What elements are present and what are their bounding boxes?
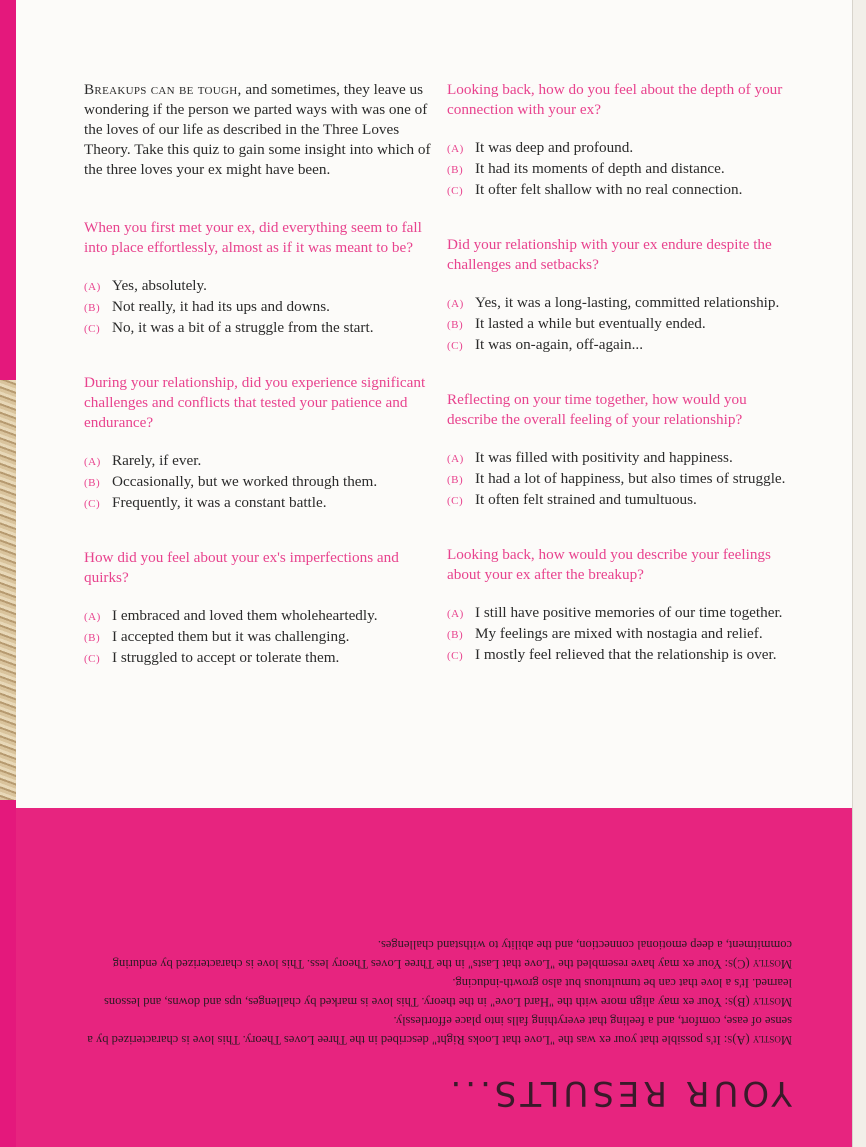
answer-option — [447, 490, 797, 511]
option-letter: (C) — [84, 323, 101, 335]
option-letter: (C) — [84, 498, 101, 510]
option-text: It lasted a while but eventually ended. — [475, 315, 706, 332]
quiz-question — [84, 373, 434, 514]
answer-option — [84, 297, 434, 318]
answer-option — [84, 606, 434, 627]
option-text: Frequently, it was a constant battle. — [112, 494, 327, 511]
option-letter: (B) — [447, 629, 464, 641]
background-texture — [0, 380, 16, 800]
quiz-question — [84, 548, 434, 669]
result-item — [72, 935, 792, 973]
option-text: I struggled to accept or tolerate them. — [112, 649, 340, 666]
answer-option — [84, 318, 434, 339]
option-letter: (A) — [84, 611, 101, 623]
result-item — [72, 973, 792, 1011]
option-text: Not really, it had its ups and downs. — [112, 298, 330, 315]
answer-option — [447, 314, 797, 335]
option-letter: (C) — [447, 495, 464, 507]
option-letter: (C) — [447, 650, 464, 662]
option-text: It had a lot of happiness, but also times of struggle. — [475, 470, 786, 487]
answer-option — [447, 138, 797, 159]
option-text: My feelings are mixed with nostagia and relief. — [475, 625, 763, 642]
option-letter: (C) — [447, 340, 464, 352]
option-letter: (B) — [447, 319, 464, 331]
question-text: Did your relationship with your ex endure despite the challenges and setbacks? — [447, 236, 772, 273]
option-letter: (A) — [447, 453, 464, 465]
intro-text: and sometimes, they leave us wondering if the person we parted ways with was one of the loves of our life as described in the Three Loves Theory. Take this quiz to gain some insight into which of the three loves your ex might have been. — [84, 81, 431, 178]
answer-option — [447, 448, 797, 469]
results-banner — [16, 808, 852, 1147]
question-text: When you first met your ex, did everything seem to fall into place effortlessly, almost as if it was meant to be? — [84, 219, 422, 256]
option-text: It was filled with positivity and happiness. — [475, 449, 733, 466]
answer-option — [447, 180, 797, 201]
quiz-question — [84, 218, 434, 339]
results-inverted — [16, 808, 852, 1147]
option-letter: (B) — [447, 164, 464, 176]
quiz-question — [447, 235, 797, 356]
answer-option — [84, 627, 434, 648]
quiz-question — [447, 80, 797, 201]
option-letter: (B) — [84, 477, 101, 489]
option-letter: (A) — [447, 298, 464, 310]
question-text: How did you feel about your ex's imperfections and quirks? — [84, 549, 399, 586]
intro-lead: Breakups can be tough, — [84, 81, 242, 98]
question-text: During your relationship, did you experience significant challenges and conflicts that tested your patience and endurance? — [84, 374, 426, 431]
answer-option — [84, 276, 434, 297]
option-text: I still have positive memories of our time together. — [475, 604, 783, 621]
option-letter: (B) — [84, 632, 101, 644]
result-text: Your ex may align more with the "Hard Love" in the theory. This love is marked by challenges, ups and downs, and lessons learned. It's a love that can be tumultuous but also growth-inducing. — [104, 976, 792, 1009]
result-lead: Mostly (A)s: — [723, 1033, 792, 1047]
result-item — [72, 1011, 792, 1049]
option-letter: (A) — [84, 456, 101, 468]
answer-option — [447, 469, 797, 490]
option-letter: (C) — [84, 653, 101, 665]
option-letter: (C) — [447, 185, 464, 197]
question-text: Looking back, how do you feel about the depth of your connection with your ex? — [447, 81, 783, 118]
answer-option — [84, 648, 434, 669]
option-text: Yes, it was a long-lasting, committed relationship. — [475, 294, 780, 311]
option-text: Occasionally, but we worked through them. — [112, 473, 378, 490]
answer-option — [84, 451, 434, 472]
answer-option — [447, 603, 797, 624]
option-letter: (B) — [447, 474, 464, 486]
option-text: It often felt strained and tumultuous. — [475, 491, 697, 508]
answer-option — [447, 293, 797, 314]
result-text: It's possible that your ex was the "Love that Looks Right" described in the Three Loves Theory. This love is characterized by a sense of ease, comfort, and a feeling that everything falls into place effortlessly. — [87, 1014, 792, 1047]
option-text: Rarely, if ever. — [112, 452, 202, 469]
option-text: No, it was a bit of a struggle from the start. — [112, 319, 374, 336]
answer-option — [447, 159, 797, 180]
option-text: I embraced and loved them wholeheartedly. — [112, 607, 378, 624]
option-text: It had its moments of depth and distance. — [475, 160, 725, 177]
answer-option — [84, 472, 434, 493]
option-text: It ofter felt shallow with no real connection. — [475, 181, 743, 198]
option-letter: (A) — [447, 143, 464, 155]
question-text: Looking back, how would you describe your feelings about your ex after the breakup? — [447, 546, 771, 583]
quiz-question — [447, 545, 797, 666]
option-text: It was on-again, off-again... — [475, 336, 643, 353]
option-text: I mostly feel relieved that the relationship is over. — [475, 646, 777, 663]
result-lead: Mostly (B)s: — [724, 995, 792, 1009]
option-letter: (A) — [447, 608, 464, 620]
results-title: YOUR RESULTS... — [446, 1073, 792, 1113]
right-column — [447, 80, 797, 700]
answer-option — [84, 493, 434, 514]
option-letter: (A) — [84, 281, 101, 293]
option-letter: (B) — [84, 302, 101, 314]
option-text: Yes, absolutely. — [112, 277, 207, 294]
result-text: Your ex may have resembled the "Love that Lasts" in the Three Loves Theory less. This love is characterized by enduring commitment, a deep emotional connection, and the ability to withstand challenges. — [112, 938, 792, 971]
left-column — [84, 80, 434, 703]
result-lead: Mostly (C)s: — [724, 957, 792, 971]
option-text: I accepted them but it was challenging. — [112, 628, 350, 645]
quiz-question — [447, 390, 797, 511]
answer-option — [447, 645, 797, 666]
answer-option — [447, 624, 797, 645]
page-edge — [852, 0, 866, 1147]
intro-paragraph — [84, 80, 434, 180]
answer-option — [447, 335, 797, 356]
question-text: Reflecting on your time together, how would you describe the overall feeling of your relationship? — [447, 391, 747, 428]
results-body — [72, 935, 792, 1049]
option-text: It was deep and profound. — [475, 139, 634, 156]
